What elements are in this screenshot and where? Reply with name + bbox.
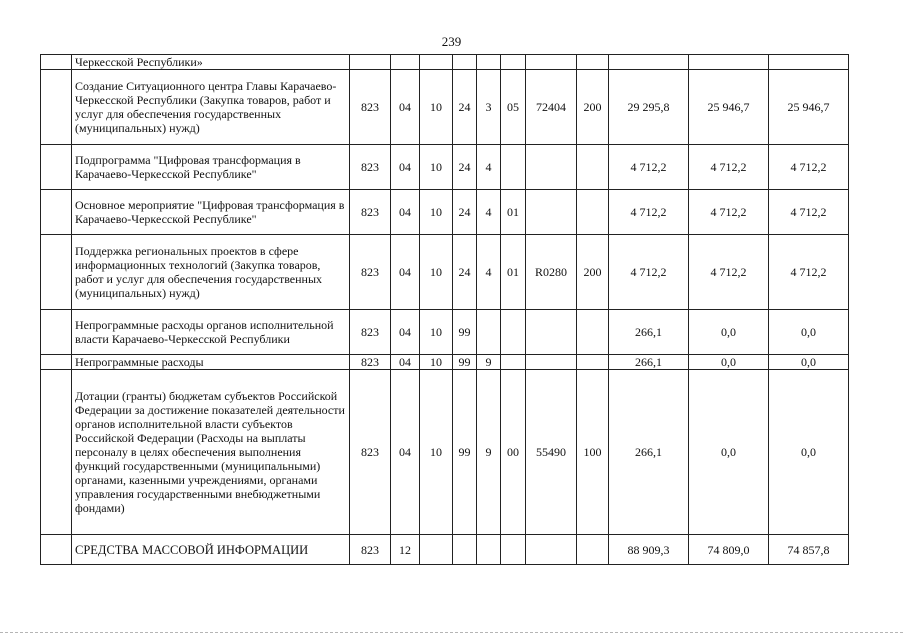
code-cell: [420, 55, 453, 70]
code-cell: 10: [420, 310, 453, 355]
blank-cell: [41, 55, 72, 70]
amount-cell: 0,0: [769, 310, 849, 355]
row-name: Дотации (гранты) бюджетам субъектов Российской Федерации за достижение показателей деятельности органов исполнительной власти субъектов Российской Федерации (Расходы на выплаты персоналу в целях обеспечения выполнения функций государственными (муниципальными) органами, казенными учреждениями, органами управления государственными внебюджетными фондами): [72, 370, 350, 535]
code-cell: 823: [350, 355, 391, 370]
blank-cell: [41, 70, 72, 145]
code-cell: 24: [453, 70, 477, 145]
code-cell: 12: [391, 535, 420, 565]
amount-cell: 74 857,8: [769, 535, 849, 565]
row-name: Поддержка региональных проектов в сфере информационных технологий (Закупка товаров, работ и услуг для обеспечения государственных (муниципальных) нужд): [72, 235, 350, 310]
table-row: [41, 310, 849, 355]
code-cell: [577, 310, 609, 355]
amount-cell: 0,0: [769, 355, 849, 370]
amount-cell: 4 712,2: [769, 145, 849, 190]
page-number: 239: [441, 34, 462, 49]
amount-cell: 4 712,2: [689, 190, 769, 235]
code-cell: 01: [501, 235, 526, 310]
code-cell: 99: [453, 370, 477, 535]
blank-cell: [41, 310, 72, 355]
amount-cell: 0,0: [689, 310, 769, 355]
code-cell: 4: [477, 190, 501, 235]
amount-cell: [609, 55, 689, 70]
amount-cell: 4 712,2: [769, 190, 849, 235]
table-row: [41, 535, 849, 565]
row-name: Создание Ситуационного центра Главы Карачаево-Черкесской Республики (Закупка товаров, работ и услуг для обеспечения государственных (муниципальных) нужд): [72, 70, 350, 145]
row-name: Черкесской Республики»: [72, 55, 350, 70]
code-cell: 99: [453, 355, 477, 370]
code-cell: 04: [391, 370, 420, 535]
blank-cell: [41, 235, 72, 310]
code-cell: [501, 310, 526, 355]
page-edge-divider: [0, 632, 903, 633]
code-cell: 4: [477, 145, 501, 190]
code-cell: 24: [453, 235, 477, 310]
code-cell: 10: [420, 145, 453, 190]
amount-cell: 4 712,2: [609, 145, 689, 190]
code-cell: 823: [350, 145, 391, 190]
code-cell: 10: [420, 190, 453, 235]
amount-cell: [689, 55, 769, 70]
amount-cell: 266,1: [609, 310, 689, 355]
code-cell: [453, 55, 477, 70]
amount-cell: 266,1: [609, 355, 689, 370]
code-cell: 823: [350, 70, 391, 145]
code-cell: 100: [577, 370, 609, 535]
code-cell: 72404: [526, 70, 577, 145]
table-row: [41, 145, 849, 190]
code-cell: [577, 145, 609, 190]
blank-cell: [41, 535, 72, 565]
code-cell: 01: [501, 190, 526, 235]
code-cell: [526, 145, 577, 190]
blank-cell: [41, 145, 72, 190]
amount-cell: 4 712,2: [689, 145, 769, 190]
amount-cell: 74 809,0: [689, 535, 769, 565]
code-cell: 823: [350, 190, 391, 235]
code-cell: [577, 55, 609, 70]
code-cell: [477, 55, 501, 70]
code-cell: [477, 310, 501, 355]
code-cell: 24: [453, 190, 477, 235]
row-name: Основное мероприятие "Цифровая трансформация в Карачаево-Черкесской Республике": [72, 190, 350, 235]
code-cell: 10: [420, 235, 453, 310]
code-cell: [526, 355, 577, 370]
code-cell: [420, 535, 453, 565]
code-cell: [526, 535, 577, 565]
amount-cell: 25 946,7: [769, 70, 849, 145]
code-cell: 04: [391, 70, 420, 145]
code-cell: 200: [577, 70, 609, 145]
table-row: [41, 355, 849, 370]
row-name: Подпрограмма "Цифровая трансформация в Карачаево-Черкесской Республике": [72, 145, 350, 190]
code-cell: [391, 55, 420, 70]
amount-cell: 4 712,2: [609, 190, 689, 235]
amount-cell: 29 295,8: [609, 70, 689, 145]
code-cell: [501, 355, 526, 370]
blank-cell: [41, 190, 72, 235]
blank-cell: [41, 370, 72, 535]
code-cell: [577, 355, 609, 370]
code-cell: 200: [577, 235, 609, 310]
code-cell: [577, 535, 609, 565]
code-cell: 823: [350, 370, 391, 535]
code-cell: 9: [477, 370, 501, 535]
budget-table: [40, 54, 849, 565]
code-cell: 04: [391, 235, 420, 310]
row-name: Непрограммные расходы: [72, 355, 350, 370]
code-cell: [477, 535, 501, 565]
code-cell: [453, 535, 477, 565]
table-row: [41, 235, 849, 310]
table-row: [41, 370, 849, 535]
amount-cell: 4 712,2: [769, 235, 849, 310]
code-cell: 823: [350, 310, 391, 355]
code-cell: 10: [420, 70, 453, 145]
amount-cell: 0,0: [689, 355, 769, 370]
code-cell: 823: [350, 535, 391, 565]
code-cell: 04: [391, 310, 420, 355]
table-row: [41, 55, 849, 70]
code-cell: 823: [350, 235, 391, 310]
code-cell: [501, 535, 526, 565]
table-row: [41, 70, 849, 145]
code-cell: [350, 55, 391, 70]
code-cell: 4: [477, 235, 501, 310]
code-cell: 04: [391, 190, 420, 235]
code-cell: 10: [420, 355, 453, 370]
code-cell: 24: [453, 145, 477, 190]
code-cell: 04: [391, 355, 420, 370]
code-cell: 05: [501, 70, 526, 145]
amount-cell: [769, 55, 849, 70]
code-cell: [526, 55, 577, 70]
code-cell: 99: [453, 310, 477, 355]
row-name: СРЕДСТВА МАССОВОЙ ИНФОРМАЦИИ: [72, 535, 350, 565]
amount-cell: 4 712,2: [609, 235, 689, 310]
code-cell: [526, 190, 577, 235]
code-cell: 55490: [526, 370, 577, 535]
code-cell: 9: [477, 355, 501, 370]
code-cell: [526, 310, 577, 355]
amount-cell: 0,0: [769, 370, 849, 535]
amount-cell: 25 946,7: [689, 70, 769, 145]
amount-cell: 88 909,3: [609, 535, 689, 565]
amount-cell: 4 712,2: [689, 235, 769, 310]
row-name: Непрограммные расходы органов исполнительной власти Карачаево-Черкесской Республики: [72, 310, 350, 355]
amount-cell: 0,0: [689, 370, 769, 535]
code-cell: 10: [420, 370, 453, 535]
code-cell: [501, 145, 526, 190]
code-cell: [577, 190, 609, 235]
code-cell: [501, 55, 526, 70]
amount-cell: 266,1: [609, 370, 689, 535]
table-row: [41, 190, 849, 235]
code-cell: R0280: [526, 235, 577, 310]
code-cell: 04: [391, 145, 420, 190]
blank-cell: [41, 355, 72, 370]
code-cell: 00: [501, 370, 526, 535]
code-cell: 3: [477, 70, 501, 145]
